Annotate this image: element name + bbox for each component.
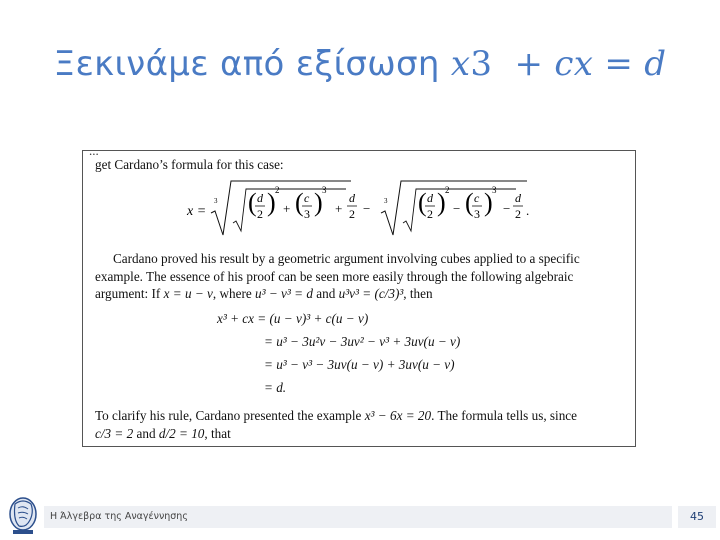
derivation-line-4: = d.: [264, 380, 287, 395]
svg-text:2: 2: [275, 185, 280, 195]
para3-e: and: [316, 286, 336, 301]
svg-text:(: (: [248, 188, 257, 217]
svg-text:−: −: [503, 201, 511, 216]
svg-text:3: 3: [214, 197, 218, 205]
cut-off-line: ...: [89, 150, 99, 158]
clarify1-b: x³ − 6x = 20: [364, 408, 432, 423]
para3-d: u³ − v³ = d: [255, 286, 313, 301]
slide-title: [0, 44, 720, 84]
svg-text:−: −: [363, 201, 371, 216]
svg-text:3: 3: [492, 185, 497, 195]
excerpt-line-1: get Cardano’s formula for this case:: [95, 157, 284, 172]
clarify2-a: c/3 = 2: [95, 426, 134, 441]
clarify2-c: d/2 = 10: [158, 426, 205, 441]
excerpt-clarify-line-2: [95, 426, 231, 442]
svg-text:): ): [267, 188, 276, 217]
svg-text:c: c: [474, 191, 480, 205]
svg-text:−: −: [453, 201, 461, 216]
derivation-line-1: x³ + cx = (u − v)³ + c(u − v): [217, 311, 369, 326]
svg-text:): ): [314, 188, 323, 217]
svg-text:3: 3: [322, 185, 327, 195]
svg-text:3: 3: [304, 207, 310, 221]
excerpt-clarify-line-1: [95, 408, 577, 424]
svg-text:2: 2: [515, 207, 521, 221]
svg-text:(: (: [465, 188, 474, 217]
svg-text:d: d: [257, 191, 263, 205]
svg-text:d: d: [427, 191, 433, 205]
slide-title-text: Ξεκινάμε από εξίσωση: [53, 44, 440, 84]
footer-course-title: Η Άλγεβρα της Αναγέννησης: [50, 511, 188, 522]
svg-text:c: c: [304, 191, 310, 205]
svg-text:3: 3: [384, 197, 388, 205]
svg-text:2: 2: [257, 207, 263, 221]
eq-c: c: [554, 44, 574, 84]
clarify2-d: , that: [204, 426, 231, 441]
para3-f: u³v³ = (c/3)³: [338, 286, 404, 301]
svg-text:+: +: [283, 201, 291, 216]
eq-equals: =: [604, 44, 634, 84]
svg-text:d: d: [349, 191, 355, 205]
svg-text:): ): [484, 188, 493, 217]
page-number: 45: [678, 506, 716, 528]
footer-bar: [44, 506, 672, 528]
clarify1-c: . The formula tells us, since: [431, 408, 578, 423]
eq-x2: x: [573, 44, 594, 84]
excerpt-para-line-2: example. The essence of his proof can be seen more easily through the following algebraic: [95, 269, 574, 284]
derivation-line-3: = u³ − v³ − 3uv(u − v) + 3uv(u − v): [264, 357, 455, 372]
clarify2-b: and: [136, 426, 156, 441]
university-logo-icon: [6, 494, 40, 538]
svg-text:.: .: [526, 203, 530, 218]
svg-text:2: 2: [445, 185, 450, 195]
excerpt-para-line-3: [95, 286, 433, 302]
svg-text:+: +: [335, 201, 343, 216]
derivation-line-2: = u³ − 3u²v − 3uv² − v³ + 3uv(u − v): [264, 334, 461, 349]
eq-exponent: 3: [470, 44, 493, 84]
para3-a: argument: If: [95, 286, 161, 301]
svg-text:2: 2: [427, 207, 433, 221]
eq-x: x: [450, 44, 471, 84]
svg-text:3: 3: [474, 207, 480, 221]
book-excerpt-image: [82, 150, 636, 447]
excerpt-para-line-1: Cardano proved his result by a geometric argument involving cubes applied to a specific: [113, 251, 580, 266]
svg-text:2: 2: [349, 207, 355, 221]
slide-title-equation: [451, 44, 666, 84]
svg-text:(: (: [295, 188, 304, 217]
svg-text:d: d: [515, 191, 521, 205]
para3-c: , where: [212, 286, 252, 301]
para3-b: x = u − v: [163, 286, 213, 301]
svg-text:): ): [437, 188, 446, 217]
clarify1-a: To clarify his rule, Cardano presented the example: [95, 408, 362, 423]
formula-x-label: x =: [187, 204, 207, 219]
para3-g: , then: [403, 286, 433, 301]
svg-text:(: (: [418, 188, 427, 217]
eq-plus: +: [514, 44, 544, 84]
cardano-formula: [83, 173, 636, 243]
eq-d: d: [644, 44, 667, 84]
